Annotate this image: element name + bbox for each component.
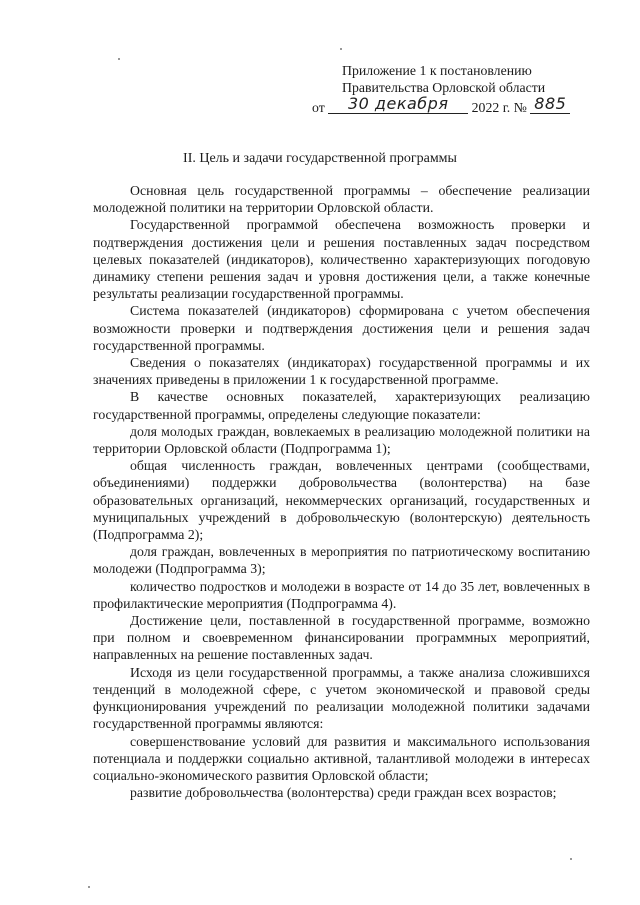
date-prefix: от [312,100,325,115]
document-body [93,182,590,801]
paragraph: Исходя из цели государственной программы, а также анализа сложившихся тенденций в молодежной сфере, с учетом экономической и правовой среды функционирования учреждений по реализации молодежной политики задачами государственной программы являются: [93,664,590,732]
paragraph: Система показателей (индикаторов) сформирована с учетом обеспечения возможности проверки и подтверждения достижения цели и решения задач государственной программы. [93,303,590,353]
date-number-line [300,94,600,117]
paragraph: общая численность граждан, вовлеченных центрами (сообществами, объединениями) поддержки добровольчества (волонтерства) на базе образовательных организаций, некоммерческих организаций, государственных и муниципальных учреждений в добровольческую (волонтерскую) деятельность (Подпрограмма 2); [93,458,590,543]
handwritten-number [530,95,570,114]
handwritten-date-text: 30 декабря [347,94,449,113]
paragraph: доля молодых граждан, вовлекаемых в реализацию молодежной политики на территории Орловской области (Подпрограмма 1); [93,423,590,457]
paragraph: доля граждан, вовлеченных в мероприятия по патриотическому воспитанию молодежи (Подпрограмма 3); [93,544,590,577]
year-number-label: 2022 г. № [471,100,527,115]
handwritten-date [328,95,468,114]
government-line: Правительства Орловской области [342,80,546,95]
paragraph: развитие добровольчества (волонтерства) среди граждан всех возрастов; [130,785,557,801]
appendix-header [300,62,600,117]
appendix-line: Приложение 1 к постановлению [342,63,532,78]
paragraph: Достижение цели, поставленной в государственной программе, возможно при полном и своевременном финансировании программных мероприятий, направленных на решение поставленных задач. [93,613,590,663]
paragraph: Сведения о показателях (индикаторах) государственной программы и их значениях приведены в приложении 1 к государственной программе. [93,355,590,388]
handwritten-number-text: 885 [534,94,567,113]
paragraph: Основная цель государственной программы – обеспечение реализации молодежной политики на территории Орловской области. [93,183,590,216]
paragraph: В качестве основных показателей, характеризующих реализацию государственной программы, определены следующие показатели: [93,389,590,422]
paragraph: количество подростков и молодежи в возрасте от 14 до 35 лет, вовлеченных в профилактические мероприятия (Подпрограмма 4). [93,578,590,611]
paragraph: Государственной программой обеспечена возможность проверки и подтверждения достижения цели и решения поставленных задач посредством целевых показателей (индикаторов), количественно характеризующих погодовую динамику степени решения задач и уровня достижения цели, а также конечные результаты реализации государственной программы. [93,217,590,302]
scan-speck [340,48,342,50]
scan-speck [88,886,90,888]
scan-speck [570,858,572,860]
paragraph: совершенствование условий для развития и максимального использования потенциала и поддержки социально активной, талантливой молодежи в интересах социально-экономического развития Орловской области; [93,733,590,783]
section-title: II. Цель и задачи государственной программы [183,151,457,166]
scan-speck [118,58,120,60]
